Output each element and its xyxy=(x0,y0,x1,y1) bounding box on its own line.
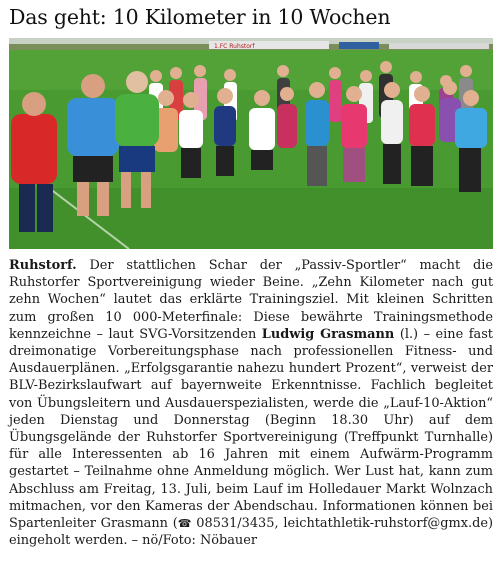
article-text-1: Der stattlichen Schar der „Passiv-Sportler“ macht die Ruhstorfer Sportvereinigung wieder Beine. „Zehn Kilometer nach gut zehn Wochen“ lautet das erklärte Trainingsziel. Mit kleinen Schritten zum großen 10 000-Meterfinale: Diese bewährte Trainingsmethode kennzeichne – laut SVG-Vorsitzenden xyxy=(9,258,493,342)
article-body xyxy=(9,257,493,549)
phone-icon: ☎ xyxy=(177,517,192,531)
contact-info: 08531/3435, leichtathletik-ruhstorf@gmx.de xyxy=(196,516,488,532)
photo-credit: – nö/Foto: Nöbauer xyxy=(131,533,258,549)
article-paragraph xyxy=(9,257,493,549)
person-name: Ludwig Grasmann xyxy=(261,326,395,342)
group-photo xyxy=(9,38,493,249)
article-text-3: ) eingeholt werden. xyxy=(9,516,493,549)
banner-text: 1.FC Ruhstorf xyxy=(214,43,255,50)
headline: Das geht: 10 Kilometer in 10 Wochen xyxy=(9,5,391,29)
article-text-2: (l.) – eine fast dreimonatige Vorbereitungsphase nach professionellen Fitness- und Ausdauerplänen. „Erfolgsgarantie nahezu hundert Prozent“, verweist der BLV-Bezirkslaufwart auf bayernweite Erkenntnisse. Fachlich begleitet von Übungsleitern und Ausdauerspezialisten, werde die „Lauf-10-Aktion“ jeden Dienstag und Donnerstag (Beginn 18.30 Uhr) auf dem Übungsgelände der Ruhstorfer Sportvereinigung (Treffpunkt Turnhalle) für alle Interessenten ab 16 Jahren mit einem Aufwärm-Programm gestartet – Teilnahme ohne Anmeldung möglich. Wer Lust hat, kann zum Abschluss am Freitag, 13. Juli, beim Lauf im Holledauer Markt Wolnzach mitmachen, vor den Kameras der Abendschau. Informationen können bei Spartenleiter Grasmann ( xyxy=(9,326,493,532)
dateline: Ruhstorf. xyxy=(9,258,77,273)
